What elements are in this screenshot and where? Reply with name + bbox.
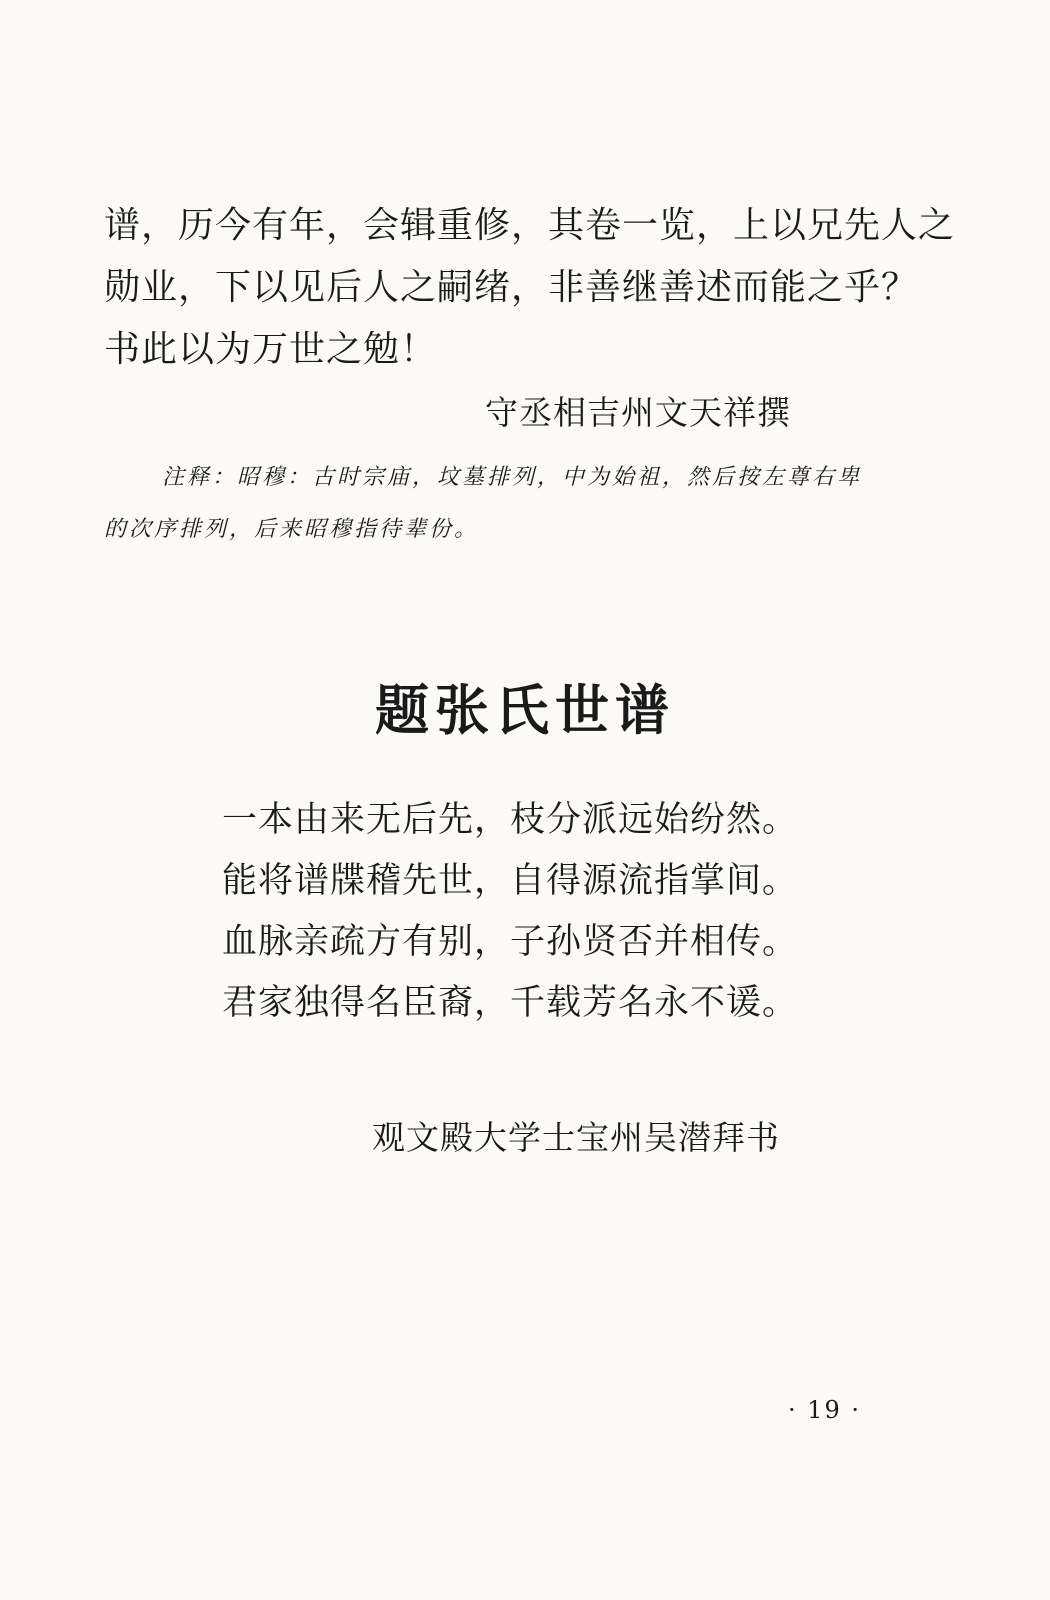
prose-line: 谱，历今有年，会辑重修，其卷一览，上以兄先人之 — [104, 205, 956, 246]
page-number: · 19 · — [788, 1396, 862, 1424]
poem-signature: 观文殿大学士宝州吴潜拜书 — [372, 1118, 780, 1157]
annotation-block — [104, 452, 924, 556]
prose-signature: 守丞相吉州文天祥撰 — [485, 393, 791, 432]
prose-block — [104, 195, 956, 381]
poem-line: 能将谱牒稽先世，自得源流指掌间。 — [222, 861, 799, 901]
prose-line: 书此以为万世之勉！ — [104, 329, 438, 370]
poem-line: 一本由来无后先，枝分派远始纷然。 — [222, 800, 799, 840]
annotation-line: 的次序排列，后来昭穆指待辈份。 — [104, 517, 480, 542]
poem-line: 血脉亲疏方有别，子孙贤否并相传。 — [222, 922, 799, 962]
prose-line: 勋业，下以见后人之嗣绪，非善继善述而能之乎？ — [104, 267, 919, 308]
poem-block — [222, 790, 798, 1034]
section-title: 题张氏世谱 — [375, 678, 675, 742]
annotation-line: 注释：昭穆：古时宗庙，坟墓排列，中为始祖，然后按左尊右卑 — [162, 465, 863, 490]
poem-line: 君家独得名臣裔，千载芳名永不谖。 — [222, 983, 799, 1023]
